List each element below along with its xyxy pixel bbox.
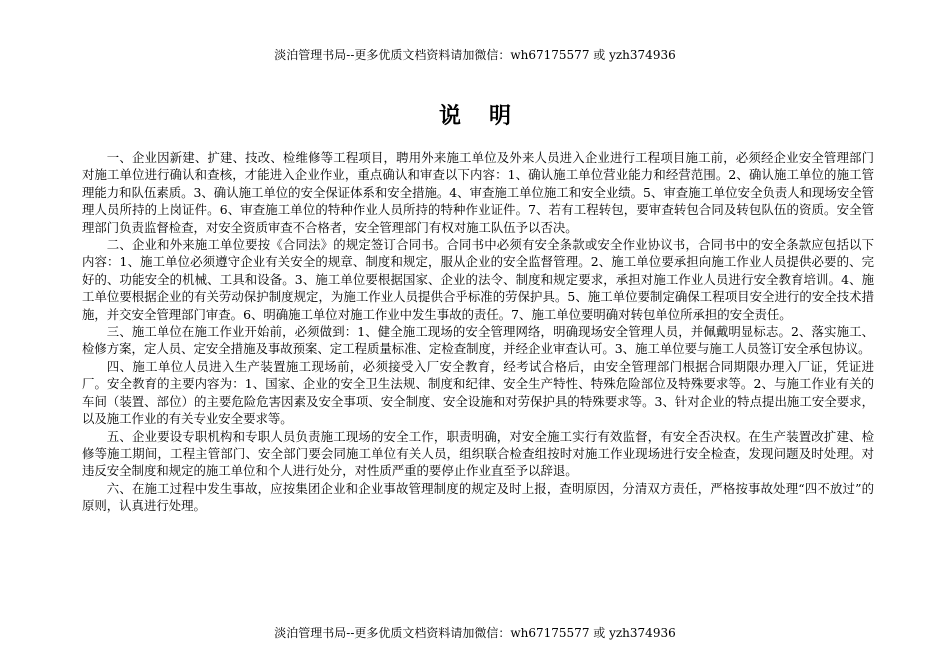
paragraph-5: 五、企业要设专职机构和专职人员负责施工现场的安全工作，职责明确，对安全施工实行有效监督，有安全否决权。在生产装置改扩建、检修等施工期间，工程主管部门、安全部门要会同施工单位有关人员，组织联合检查组按时对施工作业现场进行安全检查，发现问题及时处理。对违反安全制度和规定的施工单位和个人进行处分，对性质严重的要停止作业直至予以辞退。 [82, 428, 874, 479]
paragraph-6: 六、在施工过程中发生事故，应按集团企业和企业事故管理制度的规定及时上报，查明原因，分清双方责任，严格按事故处理“四不放过”的原则，认真进行处理。 [82, 480, 874, 514]
footer-note: 淡泊管理书局--更多优质文档资料请加微信：wh67175577 或 yzh374936 [274, 626, 676, 640]
paragraph-2: 二、企业和外来施工单位要按《合同法》的规定签订合同书。合同书中必须有安全条款或安全作业协议书，合同书中的安全条款应包括以下内容：1、施工单位必须遵守企业有关安全的规章、制度和规定，服从企业的安全监督管理。2、施工单位要承担向施工作业人员提供必要的、完好的、功能安全的机械、工具和设备。3、施工单位要根据国家、企业的法令、制度和规定要求，承担对施工作业人员进行安全教育培训。4、施工单位要根据企业的有关劳动保护制度规定，为施工作业人员提供合乎标准的劳保护具。5、施工单位要制定确保工程项目安全进行的安全技术措施，并交安全管理部门审查。6、明确施工单位对施工作业中发生事故的责任。7、施工单位要明确对转包单位所承担的安全责任。 [82, 237, 875, 322]
body-text [82, 149, 874, 515]
paragraph-1: 一、企业因新建、扩建、技改、检维修等工程项目，聘用外来施工单位及外来人员进入企业进行工程项目施工前，必须经企业安全管理部门对施工单位进行确认和查核，才能进入企业作业，重点确认和审查以下内容：1、确认施工单位营业能力和经营范围。2、确认施工单位的施工管理能力和队伍素质。3、确认施工单位的安全保证体系和安全措施。4、审查施工单位施工和安全业绩。5、审查施工单位安全负责人和现场安全管理人员所持的上岗证件。6、审查施工单位的特种作业人员所持的特种作业证件。7、若有工程转包，要审查转包合同及转包队伍的资质。安全管理部门负责监督检查，对安全资质审查不合格者，安全管理部门有权对施工队伍予以否决。 [82, 150, 874, 235]
paragraph-4: 四、施工单位人员进入生产装置施工现场前，必须接受入厂安全教育，经考试合格后，由安全管理部门根据合同期限办理入厂证，凭证进厂。安全教育的主要内容为：1、国家、企业的安全卫生法规、制度和纪律、安全生产特性、特殊危险部位及特殊要求等。2、与施工作业有关的车间（装置、部位）的主要危险危害因素及安全事项、安全制度、安全设施和对劳保护具的特殊要求等。3、针对企业的特点提出施工安全要求，以及施工作业的有关专业安全要求等。 [82, 358, 874, 427]
header-note: 淡泊管理书局--更多优质文档资料请加微信：wh67175577 或 yzh374936 [274, 48, 676, 62]
paragraph-3: 三、施工单位在施工作业开始前，必须做到：1、健全施工现场的安全管理网络，明确现场安全管理人员，并佩戴明显标志。2、落实施工、检修方案，定人员、定安全措施及事故预案、定工程质量标准、定检查制度，并经企业审查认可。3、施工单位要与施工人员签订安全承包协议。 [82, 324, 875, 357]
page-title: 说明 [438, 103, 539, 129]
